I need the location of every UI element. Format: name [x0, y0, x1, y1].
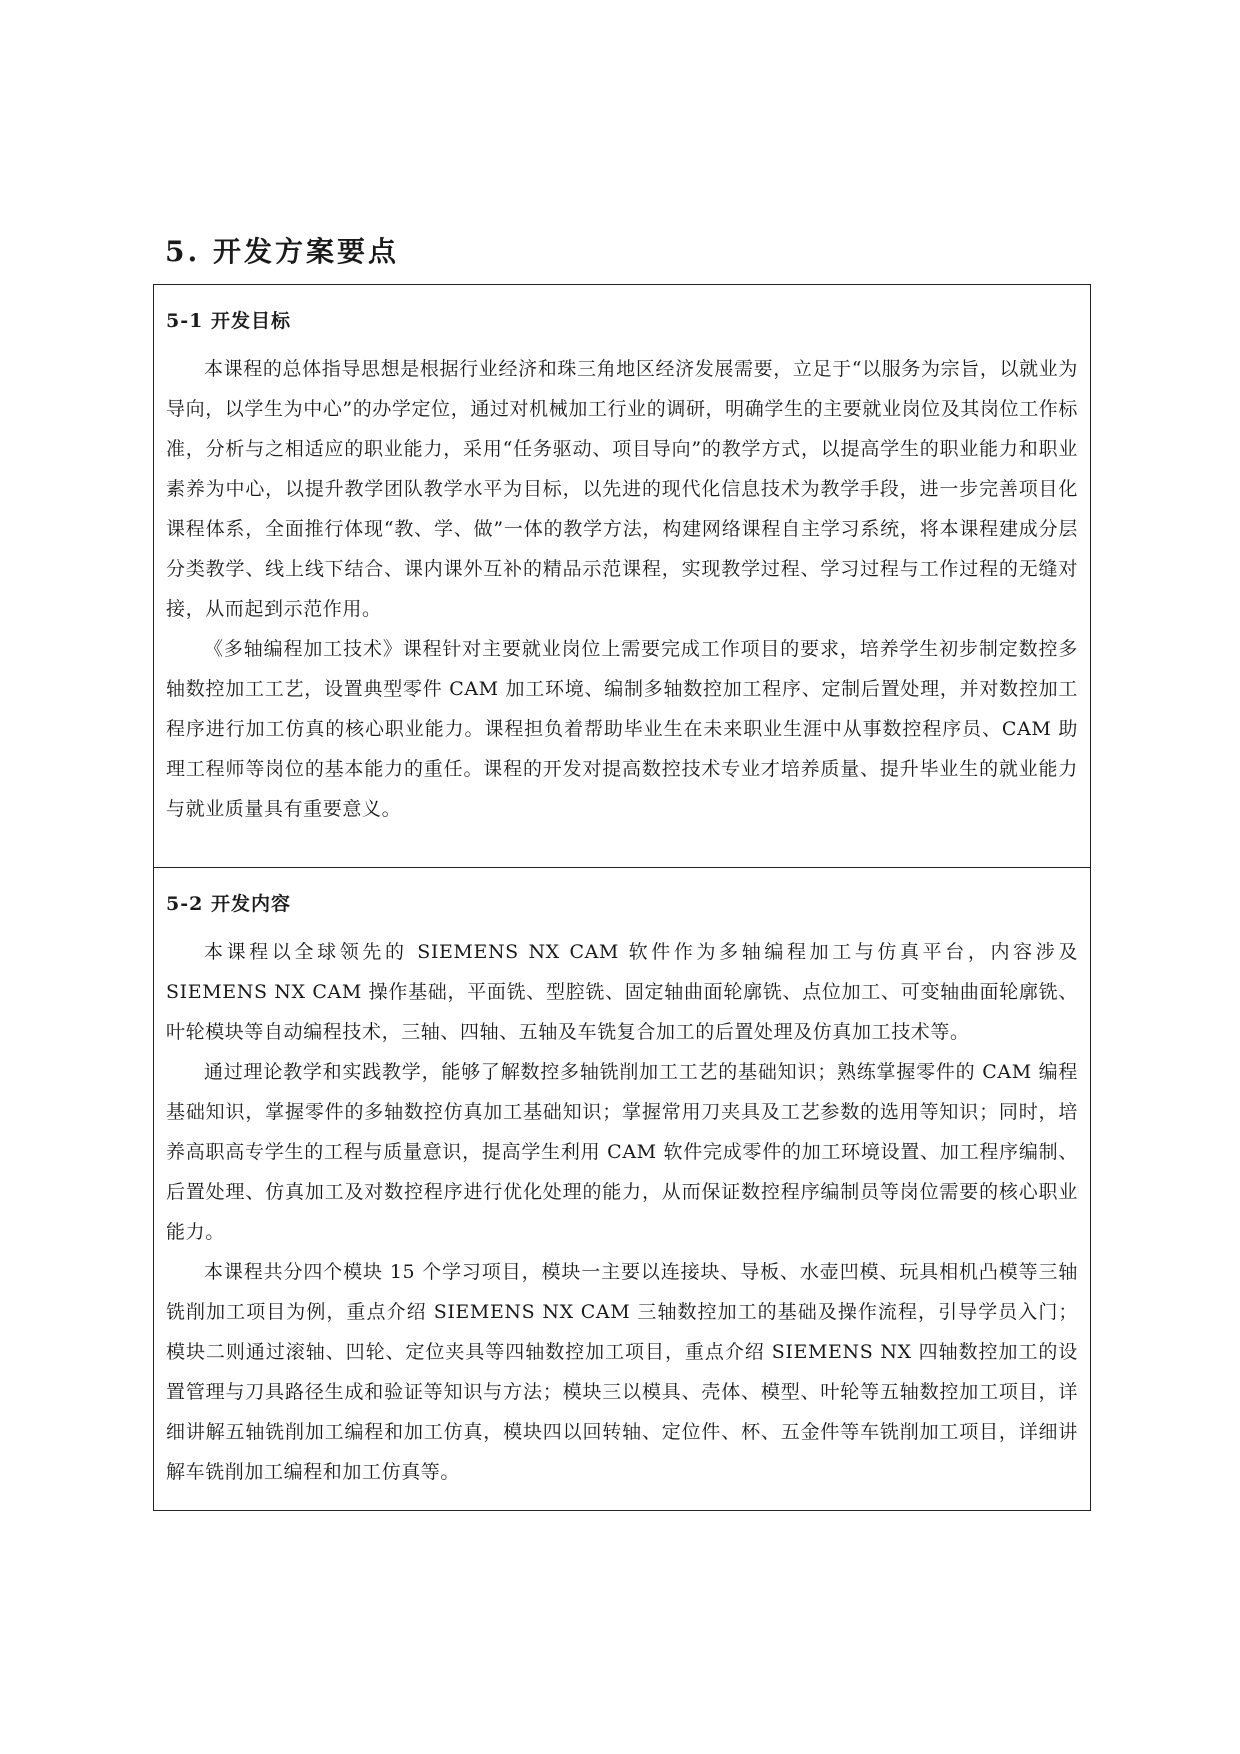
section-heading: 5-2 开发内容: [166, 893, 291, 915]
paragraph: 本课程共分四个模块 15 个学习项目，模块一主要以连接块、导板、水壶凹模、玩具相机凸模等三轴铣削加工项目为例，重点介绍 SIEMENS NX CAM 三轴数控加工的基础及操作流程，引导学员入门；模块二则通过滚轴、凹轮、定位夹具等四轴数控加工项目，重点介绍 SIEMENS NX 四轴数控加工的设置管理与刀具路径生成和验证等知识与方法；模块三以模具、壳体、模型、叶轮等五轴数控加工项目，详细讲解五轴铣削加工编程和加工仿真，模块四以回转轴、定位件、杯、五金件等车铣削加工项目，详细讲解车铣削加工编程和加工仿真等。: [166, 1261, 1078, 1483]
section-development-goals: [154, 285, 1090, 867]
paragraph: 《多轴编程加工技术》课程针对主要就业岗位上需要完成工作项目的要求，培养学生初步制定数控多轴数控加工工艺，设置典型零件 CAM 加工环境、编制多轴数控加工程序、定制后置处理，并对数控加工程序进行加工仿真的核心职业能力。课程担负着帮助毕业生在未来职业生涯中从事数控程序员、CAM 助理工程师等岗位的基本能力的重任。课程的开发对提高数控技术专业才培养质量、提升毕业生的就业能力与就业质量具有重要意义。: [166, 638, 1078, 820]
paragraph: 本课程以全球领先的 SIEMENS NX CAM 软件作为多轴编程加工与仿真平台，内容涉及 SIEMENS NX CAM 操作基础，平面铣、型腔铣、固定轴曲面轮廓铣、点位加工、可变轴曲面轮廓铣、叶轮模块等自动编程技术，三轴、四轴、五轴及车铣复合加工的后置处理及仿真加工技术等。: [166, 941, 1078, 1043]
page-title: 5. 开发方案要点: [165, 235, 399, 268]
content-table: [153, 284, 1091, 1511]
paragraph: 通过理论教学和实践教学，能够了解数控多轴铣削加工工艺的基础知识；熟练掌握零件的 CAM 编程基础知识，掌握零件的多轴数控仿真加工基础知识；掌握常用刀夹具及工艺参数的选用等知识；同时，培养高职高专学生的工程与质量意识，提高学生利用 CAM 软件完成零件的加工环境设置、加工程序编制、后置处理、仿真加工及对数控程序进行优化处理的能力，从而保证数控程序编制员等岗位需要的核心职业能力。: [166, 1061, 1078, 1243]
paragraph: 本课程的总体指导思想是根据行业经济和珠三角地区经济发展需要，立足于“以服务为宗旨，以就业为导向，以学生为中心”的办学定位，通过对机械加工行业的调研，明确学生的主要就业岗位及其岗位工作标准，分析与之相适应的职业能力，采用“任务驱动、项目导向”的教学方式，以提高学生的职业能力和职业素养为中心，以提升教学团队教学水平为目标，以先进的现代化信息技术为教学手段，进一步完善项目化课程体系，全面推行体现“教、学、做”一体的教学方法，构建网络课程自主学习系统，将本课程建成分层分类教学、线上线下结合、课内课外互补的精品示范课程，实现教学过程、学习过程与工作过程的无缝对接，从而起到示范作用。: [166, 358, 1078, 620]
section-heading: 5-1 开发目标: [166, 310, 291, 332]
section-development-content: [154, 867, 1090, 1510]
